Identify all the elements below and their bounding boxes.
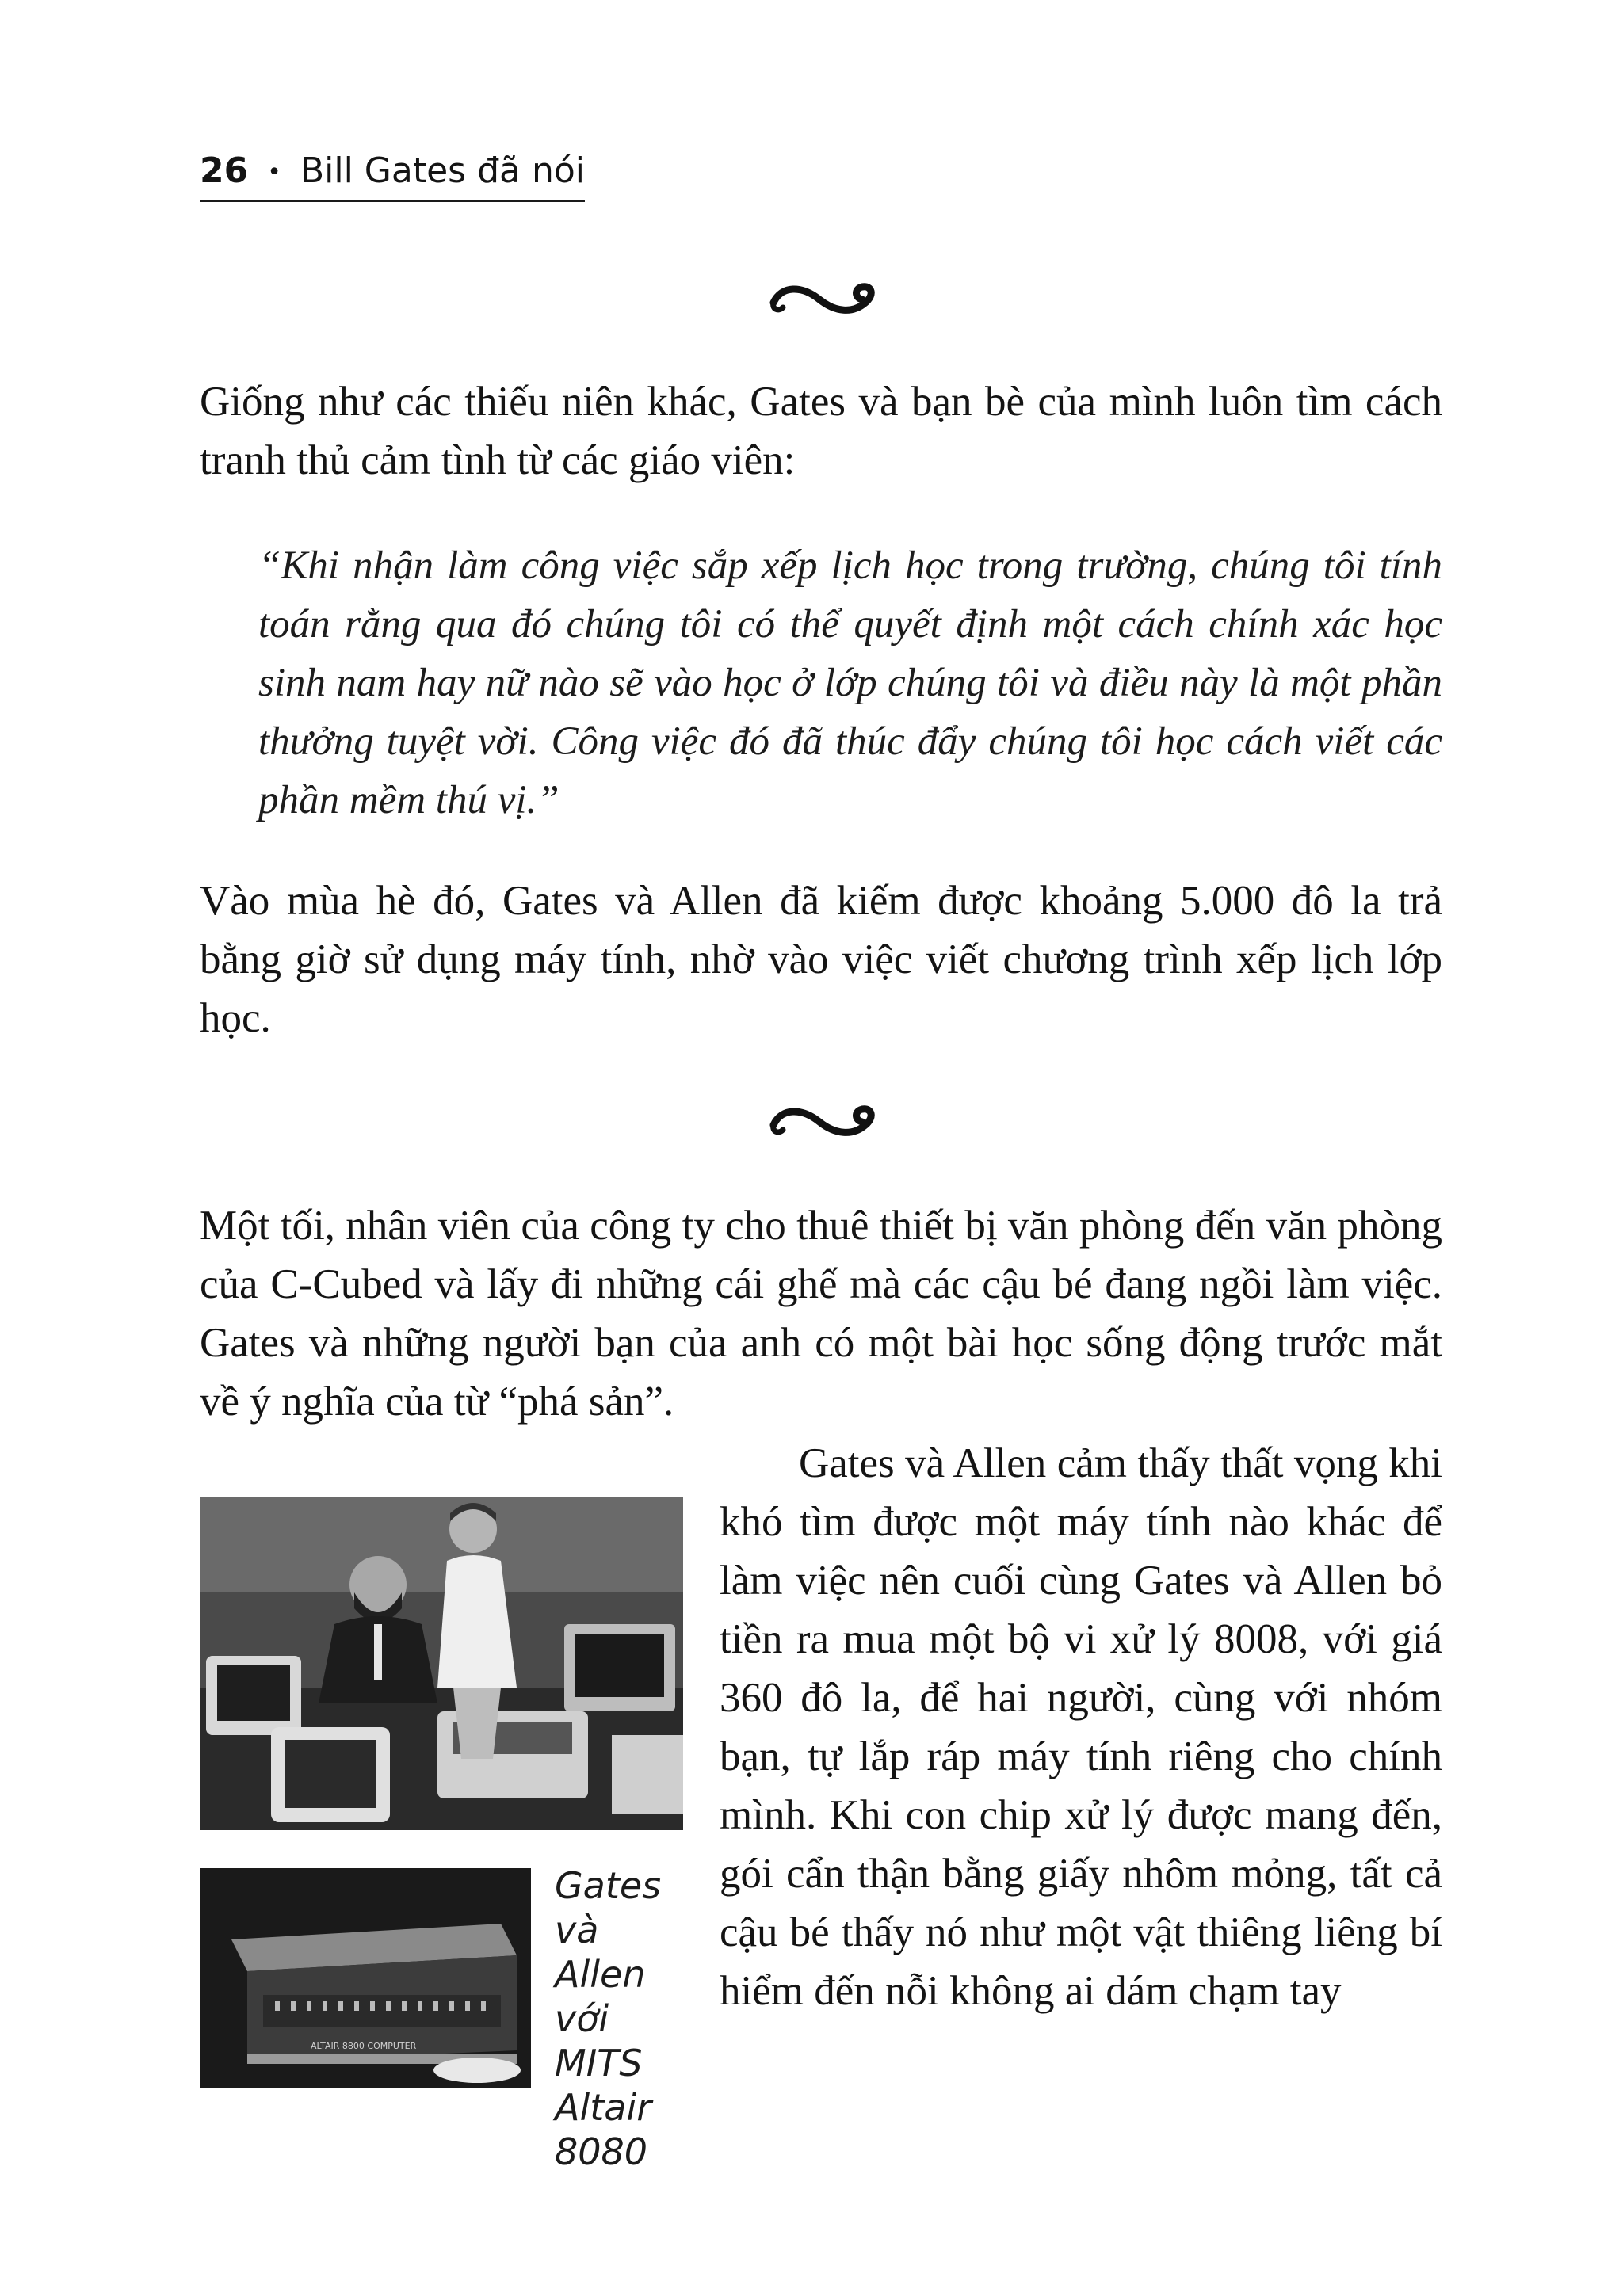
running-header [200, 147, 585, 202]
caption-line: 8080 [555, 2130, 648, 2173]
header-separator: • [267, 158, 281, 186]
altair-panel-label: ALTAIR 8800 COMPUTER [311, 2041, 417, 2051]
caption-line: Gates và [555, 1864, 662, 1951]
page-number: 26 [200, 151, 249, 191]
caption-line: MITS [555, 2042, 643, 2084]
paragraph-ccubed: Một tối, nhân viên của công ty cho thuê thiết bị văn phòng đến văn phòng của C-Cubed và lấy đi những cái ghế mà các cậu bé đang ngồi làm việc. Gates và những người bạn của anh có một bài học sống động trước mắt về ý nghĩa của từ “phá sản”. [200, 1203, 1442, 1425]
quote-block: “Khi nhận làm công việc sắp xếp lịch học trong trường, chúng tôi tính toán rằng qua đó chúng tôi có thể quyết định một cách chính xác học sinh nam hay nữ nào sẽ vào học ở lớp chúng tôi và điều này là một phần thưởng tuyệt vời. Công việc đó đã thúc đẩy chúng tôi học cách viết các phần mềm thú vị.” [258, 543, 1442, 822]
photo-caption [555, 1863, 705, 2174]
book-title: Bill Gates đã nói [300, 151, 585, 191]
caption-line: Altair [555, 2086, 652, 2129]
paragraph-8008: Gates và Allen cảm thấy thất vọng khi khó tìm được một máy tính nào khác để làm việc nên cuối cùng Gates và Allen bỏ tiền ra mua một bộ vi xử lý 8008, với giá 360 đô la, để hai người, cùng với nhóm bạn, tự lắp ráp máy tính riêng cho chính mình. Khi con chip xử lý được mang đến, gói cẩn thận bằng giấy nhôm mỏng, tất cả cậu bé thấy nó như một vật thiêng liêng bí hiểm đến nỗi không ai dám chạm tay [720, 1440, 1442, 2014]
swash-ornament-icon [764, 1098, 891, 1146]
paragraph-summer: Vào mùa hè đó, Gates và Allen đã kiếm được khoảng 5.000 đô la trả bằng giờ sử dụng máy tính, nhờ vào việc viết chương trình xếp lịch lớp học. [200, 878, 1442, 1041]
paragraph-intro: Giống như các thiếu niên khác, Gates và bạn bè của mình luôn tìm cách tranh thủ cảm tình từ các giáo viên: [200, 379, 1442, 483]
swash-ornament-icon [764, 276, 891, 323]
gates-allen-photo [200, 1497, 683, 1830]
caption-line: Allen với [555, 1953, 646, 2040]
altair-photo [200, 1868, 531, 2088]
